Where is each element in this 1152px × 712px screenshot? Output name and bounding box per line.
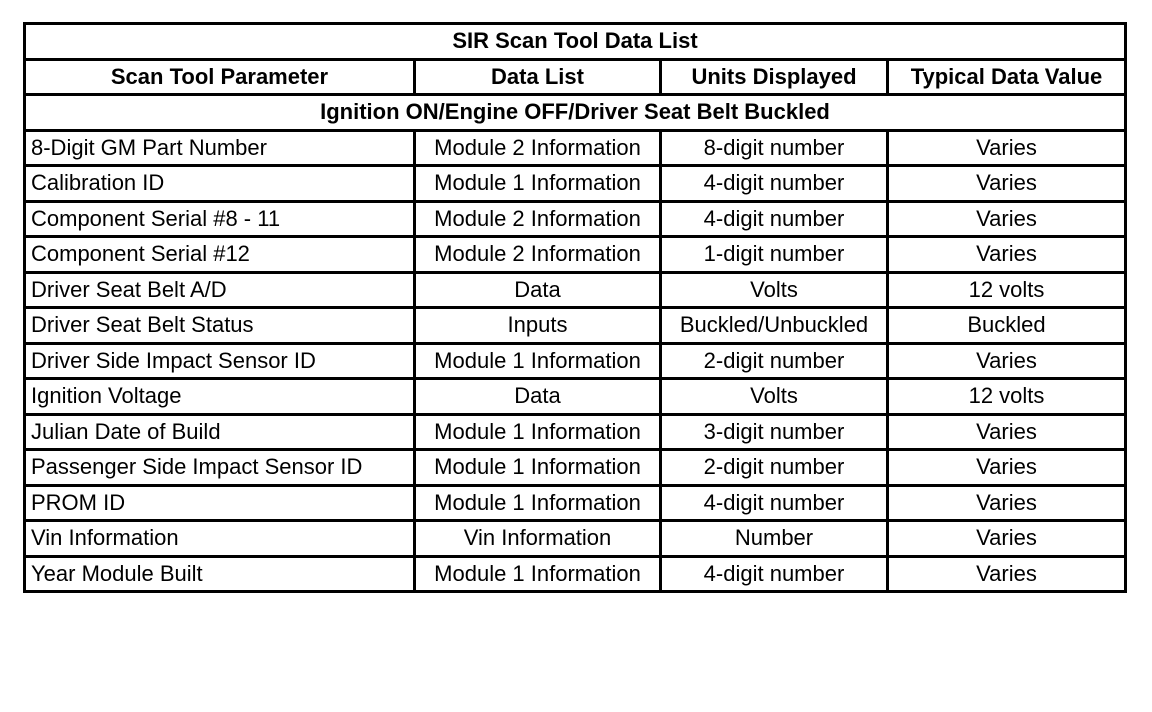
table-row (25, 272, 1126, 308)
cell-units: 2-digit number (661, 450, 888, 486)
cell-parameter: Passenger Side Impact Sensor ID (25, 450, 415, 486)
section-heading: Ignition ON/Engine OFF/Driver Seat Belt Buckled (25, 95, 1126, 131)
cell-units: Volts (661, 379, 888, 415)
cell-parameter: Year Module Built (25, 556, 415, 592)
cell-parameter: Julian Date of Build (25, 414, 415, 450)
cell-typical-value: Buckled (888, 308, 1126, 344)
cell-data-list: Module 2 Information (415, 237, 661, 273)
table-row (25, 521, 1126, 557)
cell-parameter: Calibration ID (25, 166, 415, 202)
cell-data-list: Inputs (415, 308, 661, 344)
section-row (25, 95, 1126, 131)
cell-units: 4-digit number (661, 485, 888, 521)
cell-typical-value: Varies (888, 556, 1126, 592)
cell-typical-value: 12 volts (888, 379, 1126, 415)
header-typical-data-value: Typical Data Value (888, 59, 1126, 95)
cell-data-list: Module 1 Information (415, 450, 661, 486)
cell-parameter: Component Serial #12 (25, 237, 415, 273)
cell-data-list: Module 1 Information (415, 166, 661, 202)
cell-data-list: Data (415, 379, 661, 415)
cell-typical-value: Varies (888, 521, 1126, 557)
cell-parameter: PROM ID (25, 485, 415, 521)
cell-typical-value: Varies (888, 343, 1126, 379)
cell-parameter: Driver Side Impact Sensor ID (25, 343, 415, 379)
cell-data-list: Module 2 Information (415, 130, 661, 166)
cell-units: 4-digit number (661, 556, 888, 592)
header-units-displayed: Units Displayed (661, 59, 888, 95)
cell-data-list: Module 2 Information (415, 201, 661, 237)
cell-parameter: 8-Digit GM Part Number (25, 130, 415, 166)
cell-parameter: Driver Seat Belt Status (25, 308, 415, 344)
cell-units: 1-digit number (661, 237, 888, 273)
table-row (25, 556, 1126, 592)
column-header-row (25, 59, 1126, 95)
cell-data-list: Vin Information (415, 521, 661, 557)
cell-data-list: Module 1 Information (415, 556, 661, 592)
table-title: SIR Scan Tool Data List (25, 24, 1126, 60)
cell-units: 8-digit number (661, 130, 888, 166)
cell-units: Buckled/Unbuckled (661, 308, 888, 344)
table-row (25, 237, 1126, 273)
cell-units: 4-digit number (661, 166, 888, 202)
table-row (25, 130, 1126, 166)
cell-units: 2-digit number (661, 343, 888, 379)
cell-typical-value: Varies (888, 130, 1126, 166)
table-row (25, 379, 1126, 415)
table-row (25, 485, 1126, 521)
sir-scan-tool-data-table (23, 22, 1127, 593)
cell-parameter: Vin Information (25, 521, 415, 557)
cell-units: Volts (661, 272, 888, 308)
header-data-list: Data List (415, 59, 661, 95)
cell-units: 4-digit number (661, 201, 888, 237)
cell-units: Number (661, 521, 888, 557)
cell-parameter: Driver Seat Belt A/D (25, 272, 415, 308)
cell-typical-value: Varies (888, 201, 1126, 237)
cell-typical-value: 12 volts (888, 272, 1126, 308)
cell-typical-value: Varies (888, 414, 1126, 450)
cell-data-list: Data (415, 272, 661, 308)
header-scan-tool-parameter: Scan Tool Parameter (25, 59, 415, 95)
cell-units: 3-digit number (661, 414, 888, 450)
table-row (25, 166, 1126, 202)
cell-data-list: Module 1 Information (415, 343, 661, 379)
table-row (25, 343, 1126, 379)
cell-parameter: Ignition Voltage (25, 379, 415, 415)
cell-data-list: Module 1 Information (415, 485, 661, 521)
cell-data-list: Module 1 Information (415, 414, 661, 450)
cell-typical-value: Varies (888, 166, 1126, 202)
table-row (25, 308, 1126, 344)
table-row (25, 414, 1126, 450)
cell-parameter: Component Serial #8 - 11 (25, 201, 415, 237)
table-row (25, 450, 1126, 486)
cell-typical-value: Varies (888, 237, 1126, 273)
cell-typical-value: Varies (888, 450, 1126, 486)
table-title-row (25, 24, 1126, 60)
table-row (25, 201, 1126, 237)
cell-typical-value: Varies (888, 485, 1126, 521)
